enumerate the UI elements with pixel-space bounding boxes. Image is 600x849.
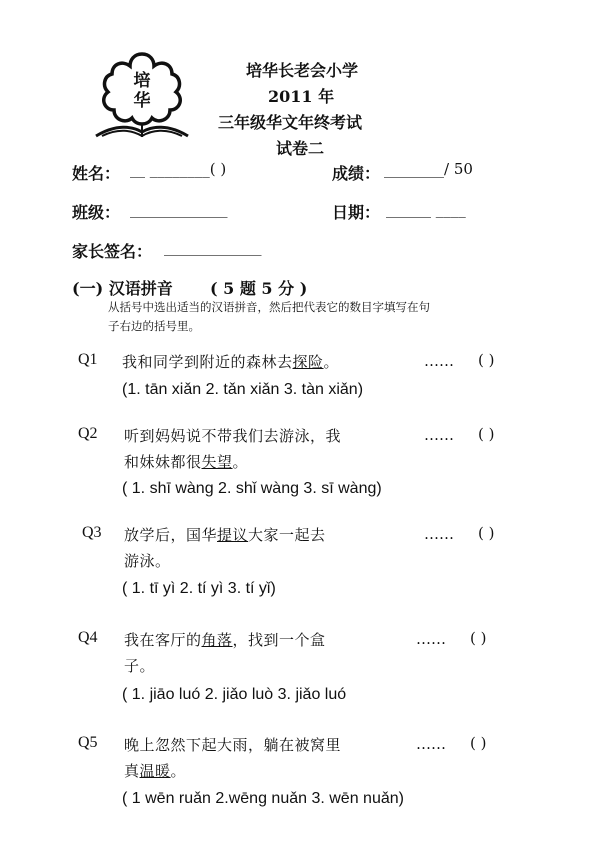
question-text-part: 我在客厅的	[124, 631, 202, 649]
instruction-line-2: 子右边的括号里。	[108, 319, 200, 333]
leader-dots: ……	[424, 525, 454, 543]
name-field[interactable]: __ ________( )	[130, 160, 227, 178]
answer-blank[interactable]: ( )	[470, 629, 487, 647]
answer-options: ( 1. shī wàng 2. shǐ wàng 3. sī wàng)	[122, 480, 382, 497]
svg-text:华: 华	[133, 91, 151, 111]
instruction-line-1: 从括号中选出适当的汉语拼音，然后把代表它的数目字填写在句	[108, 300, 430, 314]
question-text-part: 。	[323, 353, 340, 371]
answer-options: ( 1. tī yì 2. tí yì 3. tí yǐ)	[122, 580, 276, 597]
underlined-word: 角落	[201, 631, 233, 649]
question-text-part: 。	[232, 453, 249, 471]
question-text-part: 放学后，国华	[124, 526, 218, 544]
question-text-part: 子。	[124, 657, 156, 675]
question-text-part: 听到妈妈说不带我们去游泳，我	[124, 427, 342, 445]
question-text-part: 晚上忽然下起大雨，躺在被窝里	[124, 736, 342, 754]
score-field[interactable]: ________/ 50	[384, 160, 473, 178]
question-number: Q1	[78, 351, 98, 368]
date-field[interactable]: ______ ____	[386, 200, 466, 218]
underlined-word: 温暖	[139, 762, 171, 780]
section-score: ( 5 题 5 分 )	[210, 279, 308, 298]
question-text-part: ，找到一个盒	[232, 631, 326, 649]
answer-blank[interactable]: ( )	[470, 734, 487, 752]
underlined-word: 探险	[292, 353, 324, 371]
exam-title: 三年级华文年终考试	[218, 113, 363, 132]
class-label: 班级：	[72, 203, 121, 222]
date-label: 日期：	[332, 203, 381, 222]
question-text	[122, 351, 339, 372]
section-title: (一) 汉语拼音	[72, 279, 173, 298]
answer-blank[interactable]: ( )	[478, 351, 495, 369]
leader-dots: ……	[416, 630, 446, 648]
answer-options: ( 1. jiāo luó 2. jiǎo luò 3. jiǎo luó	[122, 686, 347, 703]
svg-text:培: 培	[133, 71, 151, 91]
question-text-part: 真	[124, 762, 140, 780]
question-text-line-2	[124, 655, 155, 676]
paper-number: 试卷二	[276, 139, 325, 158]
leader-dots: ……	[416, 735, 446, 753]
school-crest-icon	[92, 48, 192, 140]
score-label: 成绩：	[332, 164, 381, 183]
question-text-line-2	[124, 760, 186, 781]
question-number: Q3	[82, 524, 102, 541]
answer-options: ( 1 wēn ruǎn 2.wēng nuǎn 3. wēn nuǎn)	[122, 790, 404, 807]
underlined-word: 提议	[217, 526, 249, 544]
class-field[interactable]: _____________	[130, 200, 228, 218]
name-label: 姓名：	[72, 164, 121, 183]
question-number: Q5	[78, 734, 98, 751]
question-text	[124, 734, 341, 755]
question-text-part: 和妹妹都很	[124, 453, 202, 471]
leader-dots: ……	[424, 426, 454, 444]
question-text-line-2	[124, 550, 171, 571]
question-text	[124, 425, 341, 446]
leader-dots: ……	[424, 352, 454, 370]
question-text-line-2	[124, 451, 248, 472]
question-text-part: 游泳。	[124, 552, 171, 570]
underlined-word: 失望	[201, 453, 233, 471]
parent-signature-label: 家长签名：	[72, 242, 153, 261]
question-text-part: 。	[170, 762, 187, 780]
answer-blank[interactable]: ( )	[478, 524, 495, 542]
question-text-part: 大家一起去	[248, 526, 326, 544]
exam-year: 2011 年	[268, 87, 335, 106]
parent-signature-field[interactable]: _____________	[164, 238, 262, 256]
answer-options: (1. tān xiǎn 2. tǎn xiǎn 3. tàn xiǎn)	[122, 381, 364, 398]
question-text	[124, 629, 326, 650]
question-text-part: 我和同学到附近的森林去	[122, 353, 293, 371]
question-number: Q4	[78, 629, 98, 646]
school-name: 培华长老会小学	[246, 61, 359, 80]
question-text	[124, 524, 326, 545]
answer-blank[interactable]: ( )	[478, 425, 495, 443]
question-number: Q2	[78, 425, 98, 442]
